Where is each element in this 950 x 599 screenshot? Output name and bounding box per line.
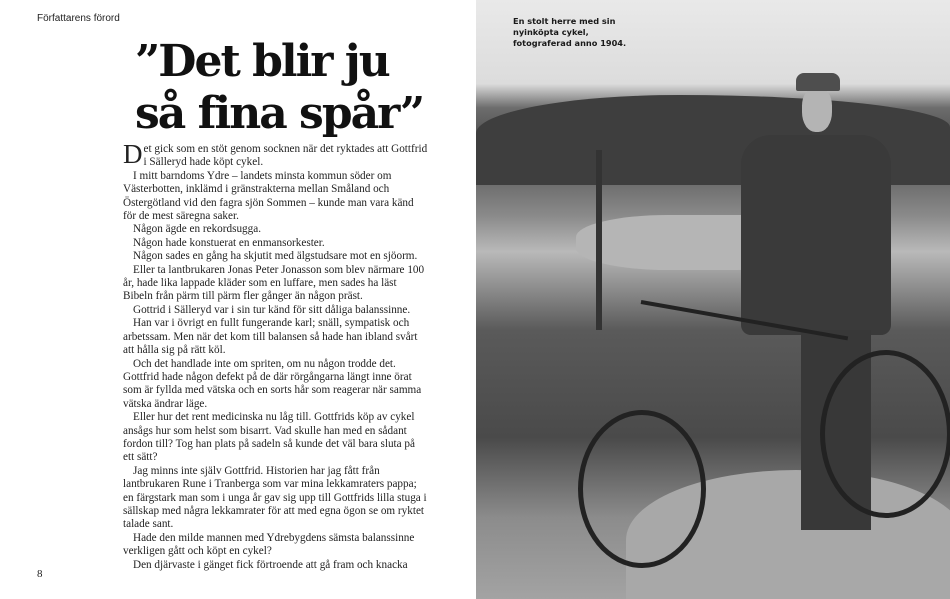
paragraph: I mitt barndoms Ydre – landets minsta kommun söder om Västerbotten, inklämd i gränstrakterna mellan Småland och Östergötland vid den fagra sjön Sommen – kunde man vara känd för de mest säregna saker. [123,169,414,223]
paragraph: Eller hur det rent medicinska nu låg till. Gottfrids köp av cykel ansågs hur som helst som bisarrt. Vad skulle han med en sådant fordon till? Tog han plats på sadeln så kunde det väl bara sluta på ett sätt? [123,411,415,464]
bicycle-front-wheel [578,410,706,568]
headline-line-1: ”Det blir ju [135,36,389,87]
body-text [123,139,428,572]
paragraph: Någon hade konstuerat en enmansorkester. [133,236,325,249]
paragraph: Det gick som en stöt genom socknen när det ryktades att Gottfrid i Sälleryd hade köpt cykel. [123,139,428,169]
headline [135,36,423,140]
photo-caption: En stolt herre med sin nyinköpta cykel, fotograferad anno 1904. [513,16,627,48]
headline-line-2: så fina spår” [135,88,424,139]
section-label: Författarens förord [37,13,120,24]
drop-cap: D [123,139,143,169]
paragraph: Någon ägde en rekordsugga. [133,223,261,236]
photo-page [476,0,950,599]
bicycle-rear-wheel [820,350,950,518]
page-number: 8 [37,568,43,580]
paragraph: Någon sades en gång ha skjutit med älgstudsare mot en sjöorm. [133,250,418,263]
paragraph: Den djärvaste i gänget fick förtroende att gå fram och knacka [133,558,408,571]
photo-man-coat [741,135,891,335]
photo-man-cap [796,73,840,91]
paragraph: Han var i övrigt en fullt fungerande karl; snäll, sympatisk och arbetssam. Men när det kom till balansen så hade han ibland svårt att hålla sig på rätt köl. [123,317,418,357]
paragraph: Gottrid i Sälleryd var i sin tur känd för sitt dåliga balanssinne. [133,303,411,316]
photo-man-head [802,88,832,132]
paragraph: Hade den milde mannen med Ydrebygdens sämsta balanssinne verkligen gått och köpt en cykel? [123,531,415,558]
paragraph: Eller ta lantbrukaren Jonas Peter Jonasson som blev närmare 100 år, hade lika lappade kläder som en luffare, men sades ha läst Bibeln från pärm till pärm fler gånger än någon präst. [123,263,425,303]
paragraph: Jag minns inte själv Gottfrid. Historien har jag fått från lantbrukaren Rune i Tranberga som var mina lekkamraters pappa; en färgstark man som i unga år gav sig upp till Gottfrids lilla stuga i sällskap med några lekkamrater för att med egna ögon se om ryktet talade sant. [123,464,427,531]
paragraph: Och det handlade inte om spriten, om nu någon trodde det. Gottfrid hade någon defekt på de där rörgångarna längt inne örat som är fyllda med vätska och en sorts hår som reagerar när samma vätska ändrar läge. [123,357,422,410]
